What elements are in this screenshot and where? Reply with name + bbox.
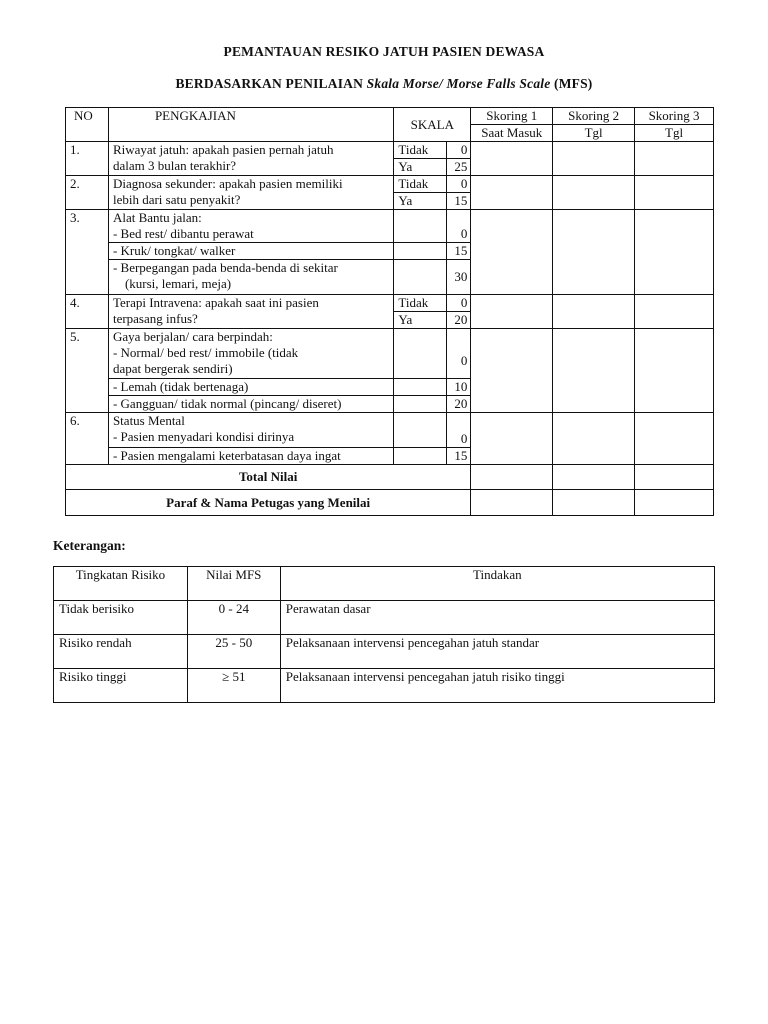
item-score: 30	[447, 260, 471, 295]
score-cell-3[interactable]	[635, 176, 714, 210]
header-skoring-3: Skoring 3	[635, 108, 714, 125]
empty-cell	[394, 448, 447, 465]
header-nilai-mfs: Nilai MFS	[187, 567, 280, 601]
header-skala: SKALA	[394, 108, 471, 142]
document-subtitle: BERDASARKAN PENILAIAN Skala Morse/ Morse Falls Scale (MFS)	[175, 76, 593, 91]
empty-cell	[394, 412, 447, 429]
row-item: - Kruk/ tongkat/ walker	[108, 243, 393, 260]
table-row	[54, 635, 715, 669]
row-question: Diagnosa sekunder: apakah pasien memiliki lebih dari satu penyakit?	[108, 176, 393, 210]
risk-level: Risiko tinggi	[54, 669, 188, 703]
option-score: 20	[447, 312, 471, 329]
header-skoring-2: Skoring 2	[553, 108, 635, 125]
score-cell-3[interactable]	[635, 210, 714, 295]
header-tindakan: Tindakan	[280, 567, 714, 601]
table-row	[66, 295, 714, 312]
row-item: - Berpegangan pada benda-benda di sekitar (kursi, lemari, meja)	[108, 260, 393, 295]
empty-cell	[447, 210, 471, 227]
score-cell-2[interactable]	[553, 142, 635, 176]
assessment-table	[65, 107, 714, 516]
action: Pelaksanaan intervensi pencegahan jatuh risiko tinggi	[280, 669, 714, 703]
subheader-tgl-2: Tgl	[553, 125, 635, 142]
score-cell-1[interactable]	[471, 295, 553, 329]
header-skoring-1: Skoring 1	[471, 108, 553, 125]
option-label: Ya	[394, 159, 447, 176]
empty-cell	[394, 210, 447, 227]
header-tingkatan-risiko: Tingkatan Risiko	[54, 567, 188, 601]
item-score: 20	[447, 395, 471, 412]
score-cell-2[interactable]	[553, 210, 635, 295]
empty-cell	[394, 429, 447, 448]
option-score: 0	[447, 142, 471, 159]
empty-cell	[447, 412, 471, 429]
empty-cell	[394, 329, 447, 346]
option-label: Tidak	[394, 176, 447, 193]
score-cell-2[interactable]	[553, 176, 635, 210]
paraf-cell-1[interactable]	[471, 490, 553, 516]
empty-cell	[447, 329, 471, 346]
score-cell-1[interactable]	[471, 210, 553, 295]
action: Perawatan dasar	[280, 601, 714, 635]
option-score: 15	[447, 193, 471, 210]
row-number: 6.	[66, 412, 109, 465]
score-cell-3[interactable]	[635, 142, 714, 176]
row-heading: Alat Bantu jalan:	[108, 210, 393, 227]
item-score: 15	[447, 243, 471, 260]
score-cell-1[interactable]	[471, 412, 553, 465]
row-question: Riwayat jatuh: apakah pasien pernah jatuh dalam 3 bulan terakhir?	[108, 142, 393, 176]
empty-cell	[394, 395, 447, 412]
total-cell-1[interactable]	[471, 465, 553, 490]
score-cell-1[interactable]	[471, 142, 553, 176]
row-heading: Status Mental	[108, 412, 393, 429]
subheader-saat-masuk: Saat Masuk	[471, 125, 553, 142]
option-label: Ya	[394, 193, 447, 210]
total-cell-3[interactable]	[635, 465, 714, 490]
item-score: 0	[447, 226, 471, 243]
row-heading: Gaya berjalan/ cara berpindah:	[108, 329, 393, 346]
document-title: PEMANTAUAN RESIKO JATUH PASIEN DEWASA	[223, 44, 545, 59]
item-score: 0	[447, 429, 471, 448]
option-label: Ya	[394, 312, 447, 329]
item-score: 15	[447, 448, 471, 465]
row-question: Terapi Intravena: apakah saat ini pasien terpasang infus?	[108, 295, 393, 329]
paraf-cell-3[interactable]	[635, 490, 714, 516]
keterangan-table	[53, 566, 715, 703]
empty-cell	[394, 226, 447, 243]
row-item: - Bed rest/ dibantu perawat	[108, 226, 393, 243]
table-row	[66, 176, 714, 193]
score-cell-2[interactable]	[553, 412, 635, 465]
row-item: - Lemah (tidak bertenaga)	[108, 378, 393, 395]
mfs-range: 25 - 50	[187, 635, 280, 669]
paraf-label: Paraf & Nama Petugas yang Menilai	[66, 490, 471, 516]
paraf-row	[66, 490, 714, 516]
paraf-cell-2[interactable]	[553, 490, 635, 516]
score-cell-2[interactable]	[553, 295, 635, 329]
table-row	[66, 412, 714, 429]
mfs-range: 0 - 24	[187, 601, 280, 635]
score-cell-3[interactable]	[635, 329, 714, 413]
header-row	[66, 108, 714, 125]
row-number: 1.	[66, 142, 109, 176]
score-cell-1[interactable]	[471, 329, 553, 413]
item-score: 10	[447, 378, 471, 395]
empty-cell	[394, 345, 447, 378]
score-cell-3[interactable]	[635, 295, 714, 329]
option-score: 0	[447, 176, 471, 193]
action: Pelaksanaan intervensi pencegahan jatuh standar	[280, 635, 714, 669]
row-item: - Normal/ bed rest/ immobile (tidak dapat bergerak sendiri)	[108, 345, 393, 378]
score-cell-2[interactable]	[553, 329, 635, 413]
total-label: Total Nilai	[66, 465, 471, 490]
risk-level: Risiko rendah	[54, 635, 188, 669]
total-row	[66, 465, 714, 490]
table-row	[66, 329, 714, 346]
option-score: 25	[447, 159, 471, 176]
empty-cell	[394, 260, 447, 295]
mfs-range: ≥ 51	[187, 669, 280, 703]
subheader-tgl-3: Tgl	[635, 125, 714, 142]
total-cell-2[interactable]	[553, 465, 635, 490]
empty-cell	[394, 243, 447, 260]
table-row	[54, 601, 715, 635]
option-score: 0	[447, 295, 471, 312]
option-label: Tidak	[394, 142, 447, 159]
risk-level: Tidak berisiko	[54, 601, 188, 635]
table-row	[54, 669, 715, 703]
row-number: 5.	[66, 329, 109, 413]
row-number: 4.	[66, 295, 109, 329]
table-row	[66, 142, 714, 159]
score-cell-1[interactable]	[471, 176, 553, 210]
table-row	[66, 210, 714, 227]
row-number: 3.	[66, 210, 109, 295]
row-item: - Pasien mengalami keterbatasan daya ingat	[108, 448, 393, 465]
row-item: - Gangguan/ tidak normal (pincang/ diseret)	[108, 395, 393, 412]
empty-cell	[394, 378, 447, 395]
keterangan-label: Keterangan:	[53, 538, 126, 553]
row-number: 2.	[66, 176, 109, 210]
option-label: Tidak	[394, 295, 447, 312]
item-score: 0	[447, 345, 471, 378]
row-item: - Pasien menyadari kondisi dirinya	[108, 429, 393, 448]
score-cell-3[interactable]	[635, 412, 714, 465]
keterangan-header-row	[54, 567, 715, 601]
header-no: NO	[66, 108, 109, 142]
header-pengkajian: PENGKAJIAN	[108, 108, 393, 142]
